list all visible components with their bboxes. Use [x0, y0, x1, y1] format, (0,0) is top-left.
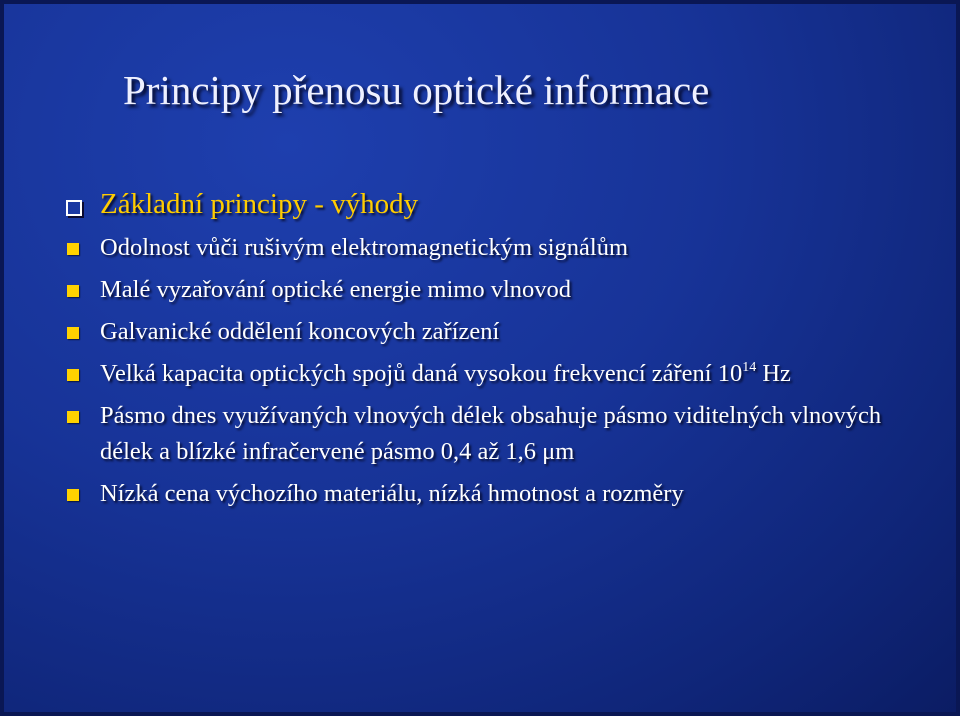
filled-square-icon [67, 369, 79, 381]
bullet-item [100, 356, 920, 392]
frequency-unit: Hz [756, 360, 791, 387]
bullet-item [100, 398, 920, 470]
filled-square-icon [67, 327, 79, 339]
bullet-item [100, 230, 920, 266]
bullet-text: Velká kapacita optických spojů daná vysokou frekvencí záření 10 [100, 360, 743, 387]
bullet-item [100, 272, 920, 308]
bullet-heading [100, 184, 920, 224]
filled-square-icon [67, 411, 79, 423]
heading-text: Základní principy - výhody [100, 188, 419, 220]
bullet-text: Pásmo dnes využívaných vlnových délek obsahuje pásmo viditelných vlnových délek a blízké infračervené pásmo 0,4 až 1,6 μm [100, 402, 882, 465]
slide-title: Principy přenosu optické informace [123, 67, 710, 113]
filled-square-icon [67, 243, 79, 255]
bullet-text: Nízká cena výchozího materiálu, nízká hmotnost a rozměry [100, 480, 684, 507]
frequency-exponent: 14 [742, 360, 757, 375]
filled-square-icon [67, 489, 79, 501]
bullet-text: Galvanické oddělení koncových zařízení [100, 318, 500, 345]
bullet-item [100, 476, 920, 512]
hollow-square-icon [66, 200, 82, 216]
bullet-text: Odolnost vůči rušivým elektromagnetickým signálům [100, 234, 629, 261]
bullet-text: Malé vyzařování optické energie mimo vlnovod [100, 276, 572, 303]
filled-square-icon [67, 285, 79, 297]
bullet-list [100, 184, 920, 512]
bullet-item [100, 314, 920, 350]
